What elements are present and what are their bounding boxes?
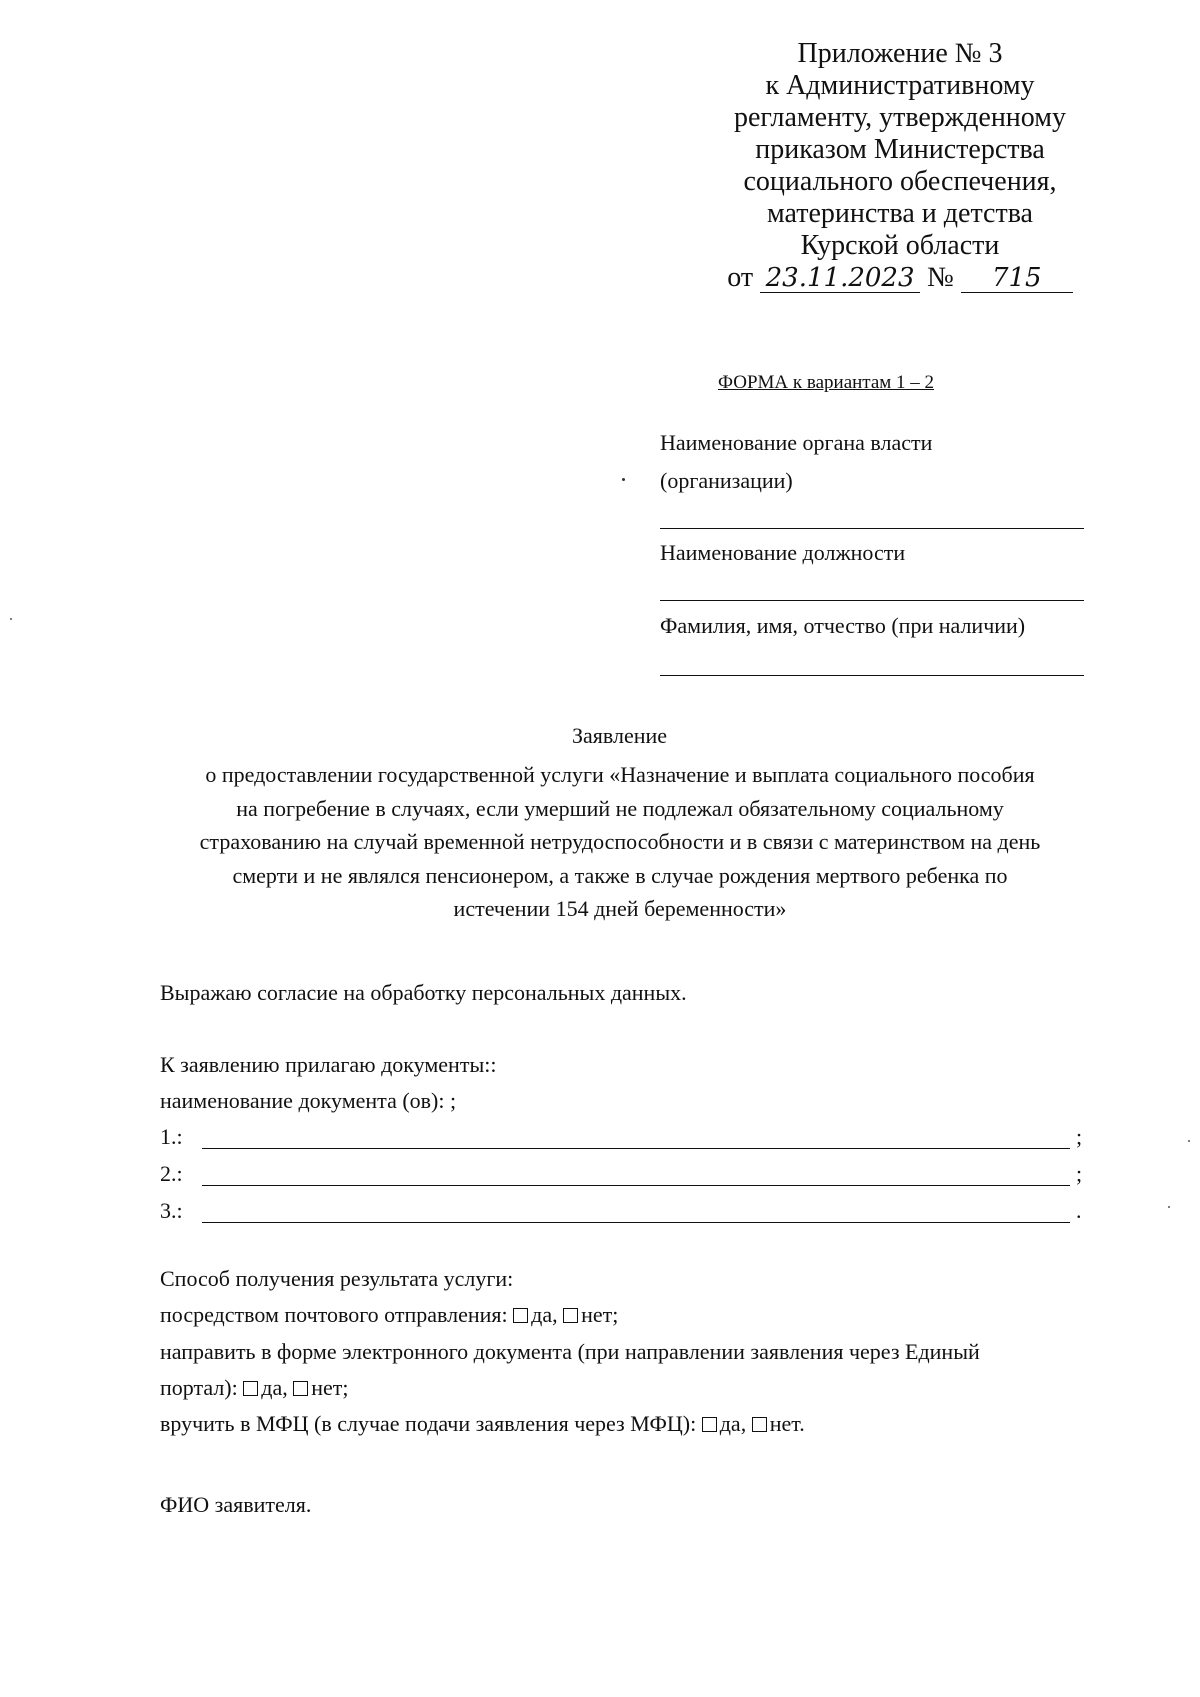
annex-line: к Административному [765,70,1035,101]
consent-text: Выражаю согласие на обработку персональных данных. [160,980,687,1005]
authority-label: Наименование органа власти [660,430,933,455]
electronic-yes-checkbox[interactable] [243,1381,258,1396]
subject-line: страхованию на случай временной нетрудоспособности и в связи с материнством на день [199,829,1041,855]
document-item-end: ; [1076,1161,1083,1186]
subject-line: о предоставлении государственной услуги «Назначение и выплата социального пособия [205,762,1035,787]
yes-label: да, [531,1302,558,1327]
document-title: Заявление [572,723,668,748]
number-label: № [927,262,954,293]
delivery-electronic-label: портал): [160,1375,238,1400]
delivery-mfc-label: вручить в МФЦ (в случае подачи заявления через МФЦ): [160,1411,697,1436]
position-field-line [660,600,1084,601]
scan-speck [1168,1206,1170,1208]
subject-text [150,758,1090,926]
handwritten-date: 23.11.2023 [760,264,920,293]
yes-label: да, [261,1375,288,1400]
post-yes-checkbox[interactable] [513,1308,528,1323]
annex-line: регламенту, утвержденному [734,102,1066,133]
yes-label: да, [719,1411,747,1436]
annex-line: материнства и детства [767,198,1033,229]
from-label: от [727,262,754,293]
document-item-number: 3.: [160,1198,183,1223]
stray-dot [622,478,625,481]
document-item-line[interactable] [202,1148,1070,1149]
delivery-heading: Способ получения результата услуги: [160,1266,514,1291]
full-name-label: Фамилия, имя, отчество (при наличии) [660,613,1026,638]
document-name-label: наименование документа (ов): ; [160,1088,457,1113]
subject-line: истечении 154 дней беременности» [453,896,787,922]
position-label: Наименование должности [660,540,906,565]
delivery-electronic-row [160,1375,348,1401]
document-item-line[interactable] [202,1222,1070,1223]
attachments-intro: К заявлению прилагаю документы:: [160,1052,497,1077]
electronic-no-checkbox[interactable] [293,1381,308,1396]
no-label: нет. [769,1411,805,1436]
annex-header [720,38,1080,294]
document-item-end: ; [1076,1124,1083,1149]
mfc-no-checkbox[interactable] [752,1417,767,1432]
annex-line: Приложение № 3 [797,38,1003,69]
document-item-line[interactable] [202,1185,1070,1186]
organization-label: (организации) [660,468,793,493]
handwritten-number: 715 [961,264,1073,293]
authority-field-line [660,528,1084,529]
subject-line: на погребение в случаях, если умерший не подлежал обязательному социальному [236,795,1004,821]
document-item-end: . [1076,1198,1082,1223]
mfc-yes-checkbox[interactable] [702,1417,717,1432]
delivery-mfc-row [160,1411,805,1437]
annex-line: Курской области [800,230,1000,261]
no-label: нет; [311,1375,349,1400]
form-label: ФОРМА к вариантам 1 – 2 [718,372,935,393]
subject-line: смерти и не являлся пенсионером, а также в случае рождения мертвого ребенка по [232,862,1008,888]
post-no-checkbox[interactable] [563,1308,578,1323]
delivery-electronic-line: направить в форме электронного документа (при направлении заявления через Единый [160,1339,980,1364]
scan-speck [1188,1140,1190,1142]
annex-line: социального обеспечения, [743,166,1057,197]
full-name-field-line [660,675,1084,676]
document-item-number: 2.: [160,1161,183,1186]
delivery-post-label: посредством почтового отправления: [160,1302,508,1327]
no-label: нет; [581,1302,619,1327]
scan-speck [10,618,12,620]
document-item-number: 1.: [160,1124,183,1149]
applicant-name-label: ФИО заявителя. [160,1492,312,1517]
annex-date-row [720,262,1080,294]
delivery-post-row [160,1302,618,1328]
annex-line: приказом Министерства [755,134,1045,165]
